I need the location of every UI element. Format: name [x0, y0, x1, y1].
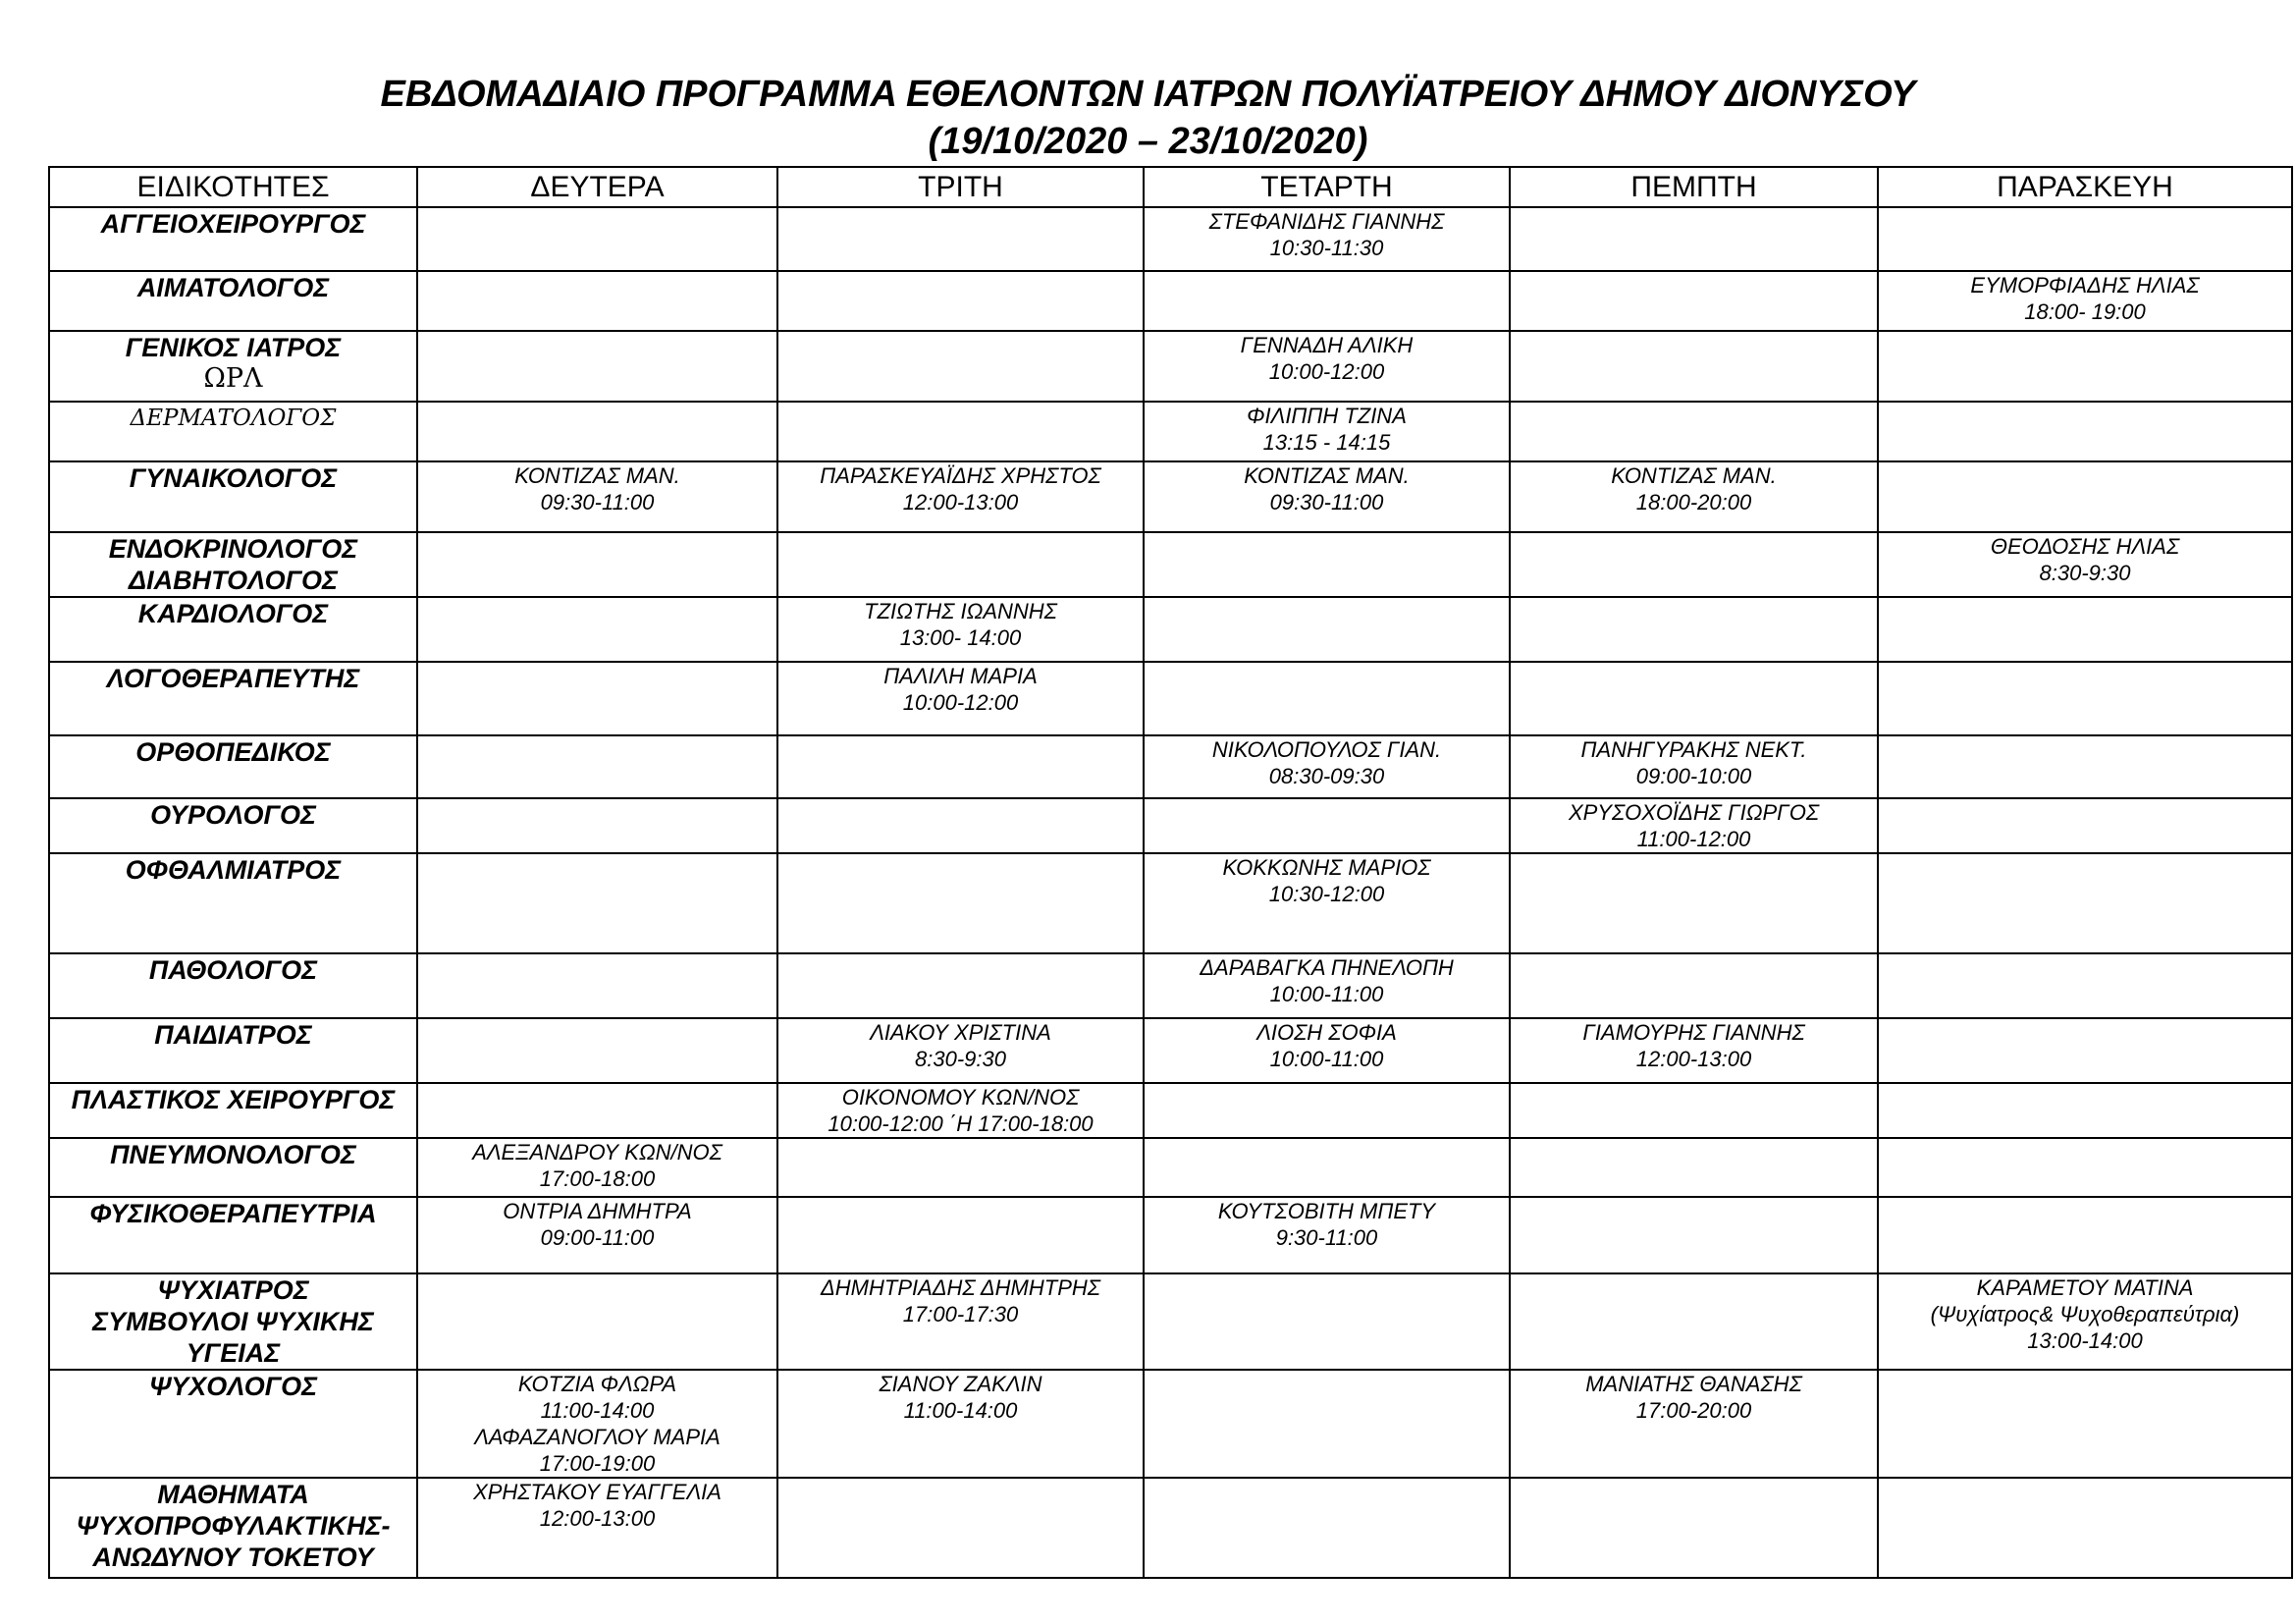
specialty-label: ΨΥΧΙΑΤΡΟΣ: [157, 1275, 309, 1305]
slot-cell-monday: [417, 597, 777, 662]
specialty-label: ΕΝΔΟΚΡΙΝΟΛΟΓΟΣ: [108, 534, 358, 564]
specialty-label: ΑΙΜΑΤΟΛΟΓΟΣ: [136, 273, 330, 302]
slot-detail: 09:00-11:00: [540, 1225, 655, 1250]
specialty-cell: [49, 461, 417, 532]
table-row: [49, 662, 2292, 735]
date-range: (19/10/2020 – 23/10/2020): [928, 121, 1368, 162]
slot-cell-friday: [1878, 597, 2292, 662]
table-row: [49, 735, 2292, 798]
specialty-label: ΦΥΣΙΚΟΘΕΡΑΠΕΥΤΡΙΑ: [89, 1199, 377, 1228]
slot-detail: 17:00-19:00: [539, 1451, 656, 1476]
slot-cell-wednesday: [1144, 798, 1510, 853]
slot-cell-thursday: [1510, 798, 1878, 853]
doctor-name: ΜΑΝΙΑΤΗΣ ΘΑΝΑΣΗΣ: [1585, 1372, 1802, 1396]
slot-detail: 12:00-13:00: [902, 490, 1019, 514]
slot-cell-friday: [1878, 1138, 2292, 1197]
slot-cell-wednesday: [1144, 953, 1510, 1018]
column-header-specialties: ΕΙΔΙΚΟΤΗΤΕΣ: [49, 167, 417, 207]
slot-cell-friday: [1878, 1197, 2292, 1273]
slot-cell-wednesday: [1144, 461, 1510, 532]
slot-cell-wednesday: [1144, 1138, 1510, 1197]
doctor-name: ΘΕΟΔΟΣΗΣ ΗΛΙΑΣ: [1990, 534, 2180, 559]
slot-cell-wednesday: [1144, 1197, 1510, 1273]
slot-cell-thursday: [1510, 1083, 1878, 1138]
slot-cell-thursday: [1510, 532, 1878, 597]
doctor-name: ΤΖΙΩΤΗΣ ΙΩΑΝΝΗΣ: [864, 599, 1057, 623]
specialty-cell: [49, 1018, 417, 1083]
slot-cell-friday: [1878, 331, 2292, 402]
column-header-wednesday: ΤΕΤΑΡΤΗ: [1144, 167, 1510, 207]
specialty-label: ΜΑΘΗΜΑΤΑ: [157, 1480, 309, 1509]
doctor-name: ΣΤΕΦΑΝΙΔΗΣ ΓΙΑΝΝΗΣ: [1208, 209, 1445, 234]
slot-cell-friday: [1878, 853, 2292, 953]
slot-detail: 17:00-18:00: [539, 1166, 656, 1191]
table-row: [49, 461, 2292, 532]
slot-cell-thursday: [1510, 271, 1878, 331]
slot-detail: 17:00-20:00: [1635, 1398, 1752, 1423]
doctor-name: ΦΙΛΙΠΠΗ ΤΖΙΝΑ: [1247, 404, 1407, 428]
slot-detail: 18:00-20:00: [1635, 490, 1752, 514]
table-row: [49, 207, 2292, 271]
doctor-name: ΝΙΚΟΛΟΠΟΥΛΟΣ ΓΙΑΝ.: [1211, 737, 1442, 762]
slot-cell-thursday: [1510, 1273, 1878, 1370]
slot-cell-tuesday: [777, 1018, 1144, 1083]
table-row: [49, 1370, 2292, 1478]
slot-cell-monday: [417, 461, 777, 532]
slot-cell-wednesday: [1144, 402, 1510, 461]
slot-cell-tuesday: [777, 1138, 1144, 1197]
slot-cell-thursday: [1510, 1370, 1878, 1478]
slot-cell-friday: [1878, 1273, 2292, 1370]
slot-cell-monday: [417, 1478, 777, 1578]
slot-cell-thursday: [1510, 331, 1878, 402]
doctor-name: ΠΑΛΙΛΗ ΜΑΡΙΑ: [883, 664, 1038, 688]
doctor-name: ΛΙΑΚΟΥ ΧΡΙΣΤΙΝΑ: [870, 1020, 1051, 1045]
doctor-name: ΔΗΜΗΤΡΙΑΔΗΣ ΔΗΜΗΤΡΗΣ: [821, 1275, 1100, 1300]
specialty-cell: [49, 1273, 417, 1370]
slot-cell-wednesday: [1144, 207, 1510, 271]
slot-detail: 13:15 - 14:15: [1262, 430, 1391, 455]
specialty-cell: [49, 798, 417, 853]
specialty-label: ΓΥΝΑΙΚΟΛΟΓΟΣ: [129, 463, 338, 493]
slot-cell-monday: [417, 402, 777, 461]
specialty-label: ΟΦΘΑΛΜΙΑΤΡΟΣ: [125, 855, 342, 885]
slot-detail: 10:00-12:00: [902, 690, 1019, 715]
specialty-label: ΟΡΘΟΠΕΔΙΚΟΣ: [135, 737, 331, 767]
doctor-name: ΠΑΝΗΓΥΡΑΚΗΣ ΝΕΚΤ.: [1580, 737, 1807, 762]
slot-detail: 09:00-10:00: [1635, 764, 1752, 788]
specialty-label: ΥΓΕΙΑΣ: [186, 1338, 281, 1368]
slot-cell-thursday: [1510, 597, 1878, 662]
table-row: [49, 1018, 2292, 1083]
slot-cell-tuesday: [777, 1370, 1144, 1478]
table-row: [49, 1197, 2292, 1273]
specialty-label: ΚΑΡΔΙΟΛΟΓΟΣ: [137, 599, 329, 628]
slot-cell-friday: [1878, 207, 2292, 271]
specialty-label: ΓΕΝΙΚΟΣ ΙΑΤΡΟΣ: [125, 333, 342, 362]
doctor-name: ΚΑΡΑΜΕΤΟΥ ΜΑΤΙΝΑ: [1976, 1275, 2194, 1300]
doctor-name: ΚΟΥΤΣΟΒΙΤΗ ΜΠΕΤΥ: [1217, 1199, 1436, 1223]
table-row: [49, 1138, 2292, 1197]
slot-detail: 10:00-12:00 ΄Η 17:00-18:00: [828, 1111, 1094, 1136]
slot-cell-thursday: [1510, 735, 1878, 798]
slot-cell-wednesday: [1144, 1083, 1510, 1138]
table-row: [49, 1478, 2292, 1578]
doctor-name: ΑΛΕΞΑΝΔΡΟΥ ΚΩΝ/ΝΟΣ: [472, 1140, 722, 1164]
slot-detail: 8:30-9:30: [915, 1047, 1006, 1071]
title-block: [0, 71, 2296, 165]
page-title: ΕΒΔΟΜΑΔΙΑΙΟ ΠΡΟΓΡΑΜΜΑ ΕΘΕΛΟΝΤΩΝ ΙΑΤΡΩΝ ΠΟΛΥΪΑΤΡΕΙΟΥ ΔΗΜΟΥ ΔΙΟΝΥΣΟΥ: [380, 74, 1916, 115]
slot-cell-monday: [417, 1083, 777, 1138]
slot-detail: 10:00-12:00: [1268, 359, 1385, 384]
slot-cell-tuesday: [777, 461, 1144, 532]
column-header-thursday: ΠΕΜΠΤΗ: [1510, 167, 1878, 207]
slot-cell-tuesday: [777, 402, 1144, 461]
doctor-name: ΚΟΚΚΩΝΗΣ ΜΑΡΙΟΣ: [1222, 855, 1431, 880]
doctor-name: ΓΙΑΜΟΥΡΗΣ ΓΙΑΝΝΗΣ: [1582, 1020, 1805, 1045]
doctor-name: ΧΡΥΣΟΧΟΪΔΗΣ ΓΙΩΡΓΟΣ: [1568, 800, 1820, 825]
slot-detail: 10:30-11:30: [1269, 236, 1384, 260]
slot-cell-friday: [1878, 1083, 2292, 1138]
doctor-name: ΔΑΡΑΒΑΓΚΑ ΠΗΝΕΛΟΠΗ: [1200, 955, 1454, 980]
doctor-name: ΟΙΚΟΝΟΜΟΥ ΚΩΝ/ΝΟΣ: [841, 1085, 1080, 1110]
specialty-label: ΟΥΡΟΛΟΓΟΣ: [150, 800, 316, 830]
slot-cell-wednesday: [1144, 1370, 1510, 1478]
slot-detail: 09:30-11:00: [540, 490, 655, 514]
slot-cell-tuesday: [777, 331, 1144, 402]
slot-cell-friday: [1878, 402, 2292, 461]
doctor-name: ΛΑΦΑΖΑΝΟΓΛΟΥ ΜΑΡΙΑ: [474, 1425, 721, 1449]
specialty-label: ΔΕΡΜΑΤΟΛΟΓΟΣ: [130, 406, 337, 431]
slot-cell-thursday: [1510, 953, 1878, 1018]
slot-detail: 11:00-14:00: [540, 1398, 655, 1423]
specialty-label: ΠΑΘΟΛΟΓΟΣ: [148, 955, 318, 985]
slot-cell-wednesday: [1144, 331, 1510, 402]
slot-cell-thursday: [1510, 853, 1878, 953]
slot-cell-monday: [417, 1273, 777, 1370]
header-row: [49, 167, 2292, 207]
slot-cell-thursday: [1510, 402, 1878, 461]
specialty-label: ΛΟΓΟΘΕΡΑΠΕΥΤΗΣ: [106, 664, 360, 693]
specialty-cell: [49, 597, 417, 662]
slot-cell-wednesday: [1144, 853, 1510, 953]
specialty-cell: [49, 207, 417, 271]
schedule-body: [49, 207, 2292, 1578]
table-row: [49, 853, 2292, 953]
column-header-tuesday: ΤΡΙΤΗ: [777, 167, 1144, 207]
slot-cell-friday: [1878, 1370, 2292, 1478]
slot-cell-tuesday: [777, 207, 1144, 271]
slot-cell-tuesday: [777, 735, 1144, 798]
specialty-cell: [49, 1197, 417, 1273]
doctor-name: ΣΙΑΝΟΥ ΖΑΚΛΙΝ: [879, 1372, 1042, 1396]
slot-cell-monday: [417, 798, 777, 853]
slot-cell-monday: [417, 1370, 777, 1478]
table-row: [49, 331, 2292, 402]
doctor-name: ΚΟΤΖΙΑ ΦΛΩΡΑ: [517, 1372, 677, 1396]
specialty-label: ΩΡΛ: [203, 363, 263, 394]
doctor-name: ΚΟΝΤΙΖΑΣ ΜΑΝ.: [1244, 463, 1410, 488]
slot-cell-wednesday: [1144, 1273, 1510, 1370]
slot-cell-thursday: [1510, 662, 1878, 735]
slot-cell-tuesday: [777, 271, 1144, 331]
slot-cell-wednesday: [1144, 1478, 1510, 1578]
slot-cell-thursday: [1510, 1018, 1878, 1083]
slot-cell-friday: [1878, 735, 2292, 798]
doctor-name: ΓΕΝΝΑΔΗ ΑΛΙΚΗ: [1240, 333, 1414, 357]
specialty-label: ΠΑΙΔΙΑΤΡΟΣ: [154, 1020, 312, 1050]
specialty-cell: [49, 1138, 417, 1197]
specialty-label: ΑΝΩΔΥΝΟΥ ΤΟΚΕΤΟΥ: [92, 1543, 374, 1572]
slot-detail: 11:00-12:00: [1636, 827, 1751, 851]
specialty-cell: [49, 853, 417, 953]
slot-cell-tuesday: [777, 853, 1144, 953]
specialty-cell: [49, 1083, 417, 1138]
slot-cell-wednesday: [1144, 662, 1510, 735]
doctor-name: ΚΟΝΤΙΖΑΣ ΜΑΝ.: [514, 463, 680, 488]
slot-detail: 12:00-13:00: [1635, 1047, 1752, 1071]
slot-cell-tuesday: [777, 798, 1144, 853]
slot-cell-wednesday: [1144, 271, 1510, 331]
slot-cell-friday: [1878, 953, 2292, 1018]
slot-cell-tuesday: [777, 532, 1144, 597]
slot-cell-tuesday: [777, 597, 1144, 662]
table-row: [49, 1273, 2292, 1370]
slot-cell-tuesday: [777, 1478, 1144, 1578]
doctor-name: ΛΙΟΣΗ ΣΟΦΙΑ: [1256, 1020, 1397, 1045]
slot-cell-thursday: [1510, 207, 1878, 271]
slot-detail: 10:30-12:00: [1268, 882, 1385, 906]
slot-cell-friday: [1878, 1018, 2292, 1083]
table-row: [49, 402, 2292, 461]
specialty-cell: [49, 1478, 417, 1578]
doctor-name: ΠΑΡΑΣΚΕΥΑΪΔΗΣ ΧΡΗΣΤΟΣ: [820, 463, 1101, 488]
slot-cell-tuesday: [777, 1083, 1144, 1138]
table-row: [49, 953, 2292, 1018]
specialty-cell: [49, 331, 417, 402]
doctor-name: ΚΟΝΤΙΖΑΣ ΜΑΝ.: [1611, 463, 1777, 488]
slot-cell-thursday: [1510, 461, 1878, 532]
specialty-label: ΨΥΧΟΛΟΓΟΣ: [148, 1372, 318, 1401]
slot-detail: (Ψυχίατρος& Ψυχοθεραπεύτρια): [1930, 1302, 2240, 1326]
table-row: [49, 597, 2292, 662]
slot-cell-wednesday: [1144, 597, 1510, 662]
slot-cell-monday: [417, 1197, 777, 1273]
specialty-label: ΑΓΓΕΙΟΧΕΙΡΟΥΡΓΟΣ: [100, 209, 366, 239]
slot-detail: 08:30-09:30: [1268, 764, 1385, 788]
slot-cell-monday: [417, 1018, 777, 1083]
slot-cell-friday: [1878, 1478, 2292, 1578]
slot-cell-monday: [417, 207, 777, 271]
slot-cell-friday: [1878, 461, 2292, 532]
doctor-name: ΕΥΜΟΡΦΙΑΔΗΣ ΗΛΙΑΣ: [1970, 273, 2200, 298]
slot-detail: 8:30-9:30: [2039, 561, 2131, 585]
specialty-cell: [49, 402, 417, 461]
specialty-label: ΠΛΑΣΤΙΚΟΣ ΧΕΙΡΟΥΡΓΟΣ: [71, 1085, 396, 1114]
column-header-monday: ΔΕΥΤΕΡΑ: [417, 167, 777, 207]
table-row: [49, 1083, 2292, 1138]
slot-cell-wednesday: [1144, 1018, 1510, 1083]
table-row: [49, 532, 2292, 597]
specialty-label: ΠΝΕΥΜΟΝΟΛΟΓΟΣ: [110, 1140, 356, 1169]
slot-cell-tuesday: [777, 1273, 1144, 1370]
slot-cell-thursday: [1510, 1197, 1878, 1273]
slot-cell-thursday: [1510, 1138, 1878, 1197]
slot-cell-monday: [417, 1138, 777, 1197]
slot-cell-wednesday: [1144, 735, 1510, 798]
slot-detail: 9:30-11:00: [1275, 1225, 1378, 1250]
slot-detail: 10:00-11:00: [1269, 982, 1384, 1006]
slot-cell-monday: [417, 735, 777, 798]
slot-cell-monday: [417, 271, 777, 331]
slot-cell-monday: [417, 331, 777, 402]
slot-cell-monday: [417, 853, 777, 953]
slot-detail: 11:00-14:00: [903, 1398, 1018, 1423]
table-row: [49, 798, 2292, 853]
slot-detail: 13:00- 14:00: [899, 625, 1022, 650]
schedule-table: [48, 166, 2293, 1579]
slot-detail: 10:00-11:00: [1269, 1047, 1384, 1071]
slot-detail: 13:00-14:00: [2027, 1328, 2143, 1353]
slot-cell-tuesday: [777, 1197, 1144, 1273]
slot-cell-monday: [417, 662, 777, 735]
slot-cell-thursday: [1510, 1478, 1878, 1578]
slot-detail: 09:30-11:00: [1269, 490, 1384, 514]
slot-cell-tuesday: [777, 953, 1144, 1018]
specialty-cell: [49, 532, 417, 597]
column-header-friday: ΠΑΡΑΣΚΕΥΗ: [1878, 167, 2292, 207]
specialty-label: ΨΥΧΟΠΡΟΦΥΛΑΚΤΙΚΗΣ-: [76, 1511, 391, 1541]
table-row: [49, 271, 2292, 331]
doctor-name: ΧΡΗΣΤΑΚΟΥ ΕΥΑΓΓΕΛΙΑ: [473, 1480, 721, 1504]
slot-cell-monday: [417, 953, 777, 1018]
slot-cell-wednesday: [1144, 532, 1510, 597]
specialty-cell: [49, 953, 417, 1018]
slot-detail: 18:00- 19:00: [2024, 299, 2146, 324]
specialty-cell: [49, 662, 417, 735]
slot-detail: 17:00-17:30: [902, 1302, 1019, 1326]
specialty-cell: [49, 1370, 417, 1478]
specialty-cell: [49, 735, 417, 798]
slot-cell-monday: [417, 532, 777, 597]
slot-cell-friday: [1878, 271, 2292, 331]
slot-detail: 12:00-13:00: [539, 1506, 656, 1531]
slot-cell-friday: [1878, 662, 2292, 735]
slot-cell-friday: [1878, 798, 2292, 853]
doctor-name: ΟΝΤΡΙΑ ΔΗΜΗΤΡΑ: [503, 1199, 692, 1223]
specialty-cell: [49, 271, 417, 331]
specialty-label: ΣΥΜΒΟΥΛΟΙ ΨΥΧΙΚΗΣ: [92, 1307, 374, 1336]
specialty-label: ΔΙΑΒΗΤΟΛΟΓΟΣ: [129, 566, 338, 595]
slot-cell-friday: [1878, 532, 2292, 597]
slot-cell-tuesday: [777, 662, 1144, 735]
